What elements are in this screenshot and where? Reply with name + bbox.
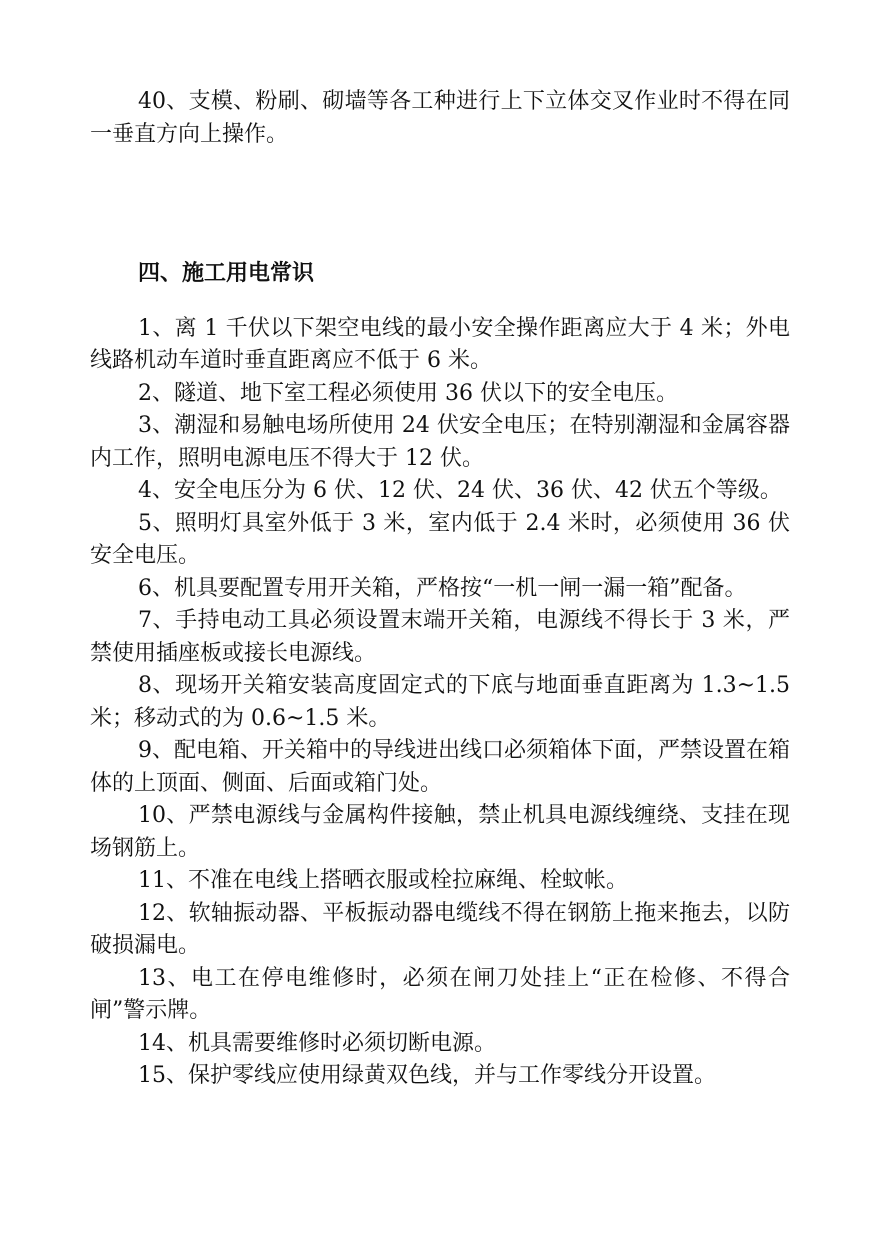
list-item: 4、安全电压分为 6 伏、12 伏、24 伏、36 伏、42 伏五个等级。	[138, 478, 782, 503]
list-item: 14、机具需要维修时必须切断电源。	[138, 1030, 496, 1056]
list-item: 13、电工在停电维修时，必须在闸刀处挂上“正在检修、不得合闸”警示牌。	[90, 965, 790, 1023]
list-item: 5、照明灯具室外低于 3 米，室内低于 2.4 米时，必须使用 36 伏安全电压。	[90, 510, 790, 568]
item-40: 40、支模、粉刷、砌墙等各工种进行上下立体交叉作业时不得在同一垂直方向上操作。	[90, 89, 790, 147]
list-item: 3、潮湿和易触电场所使用 24 伏安全电压；在特别潮湿和金属容器内工作，照明电源电压不得大于 12 伏。	[90, 413, 790, 471]
list-item: 12、软轴振动器、平板振动器电缆线不得在钢筋上拖来拖去，以防破损漏电。	[90, 900, 790, 958]
section-spacer	[90, 151, 790, 258]
list-item: 6、机具要配置专用开关箱，严格按“一机一闸一漏一箱”配备。	[138, 575, 747, 601]
list-item: 2、隧道、地下室工程必须使用 36 伏以下的安全电压。	[138, 380, 678, 406]
list-item: 9、配电箱、开关箱中的导线进出线口必须箱体下面，严禁设置在箱体的上顶面、侧面、后面或箱门处。	[90, 738, 790, 796]
list-item: 7、手持电动工具必须设置末端开关箱，电源线不得长于 3 米，严禁使用插座板或接长电源线。	[90, 608, 790, 666]
list-item: 11、不准在电线上搭晒衣服或栓拉麻绳、栓蚊帐。	[138, 868, 628, 893]
list-item: 10、严禁电源线与金属构件接触，禁止机具电源线缠绕、支挂在现场钢筋上。	[90, 803, 790, 861]
heading-spacer	[90, 291, 790, 313]
list-item: 15、保护零线应使用绿黄双色线，并与工作零线分开设置。	[138, 1063, 716, 1088]
list-item: 8、现场开关箱安装高度固定式的下底与地面垂直距离为 1.3~1.5 米；移动式的为 0.6~1.5 米。	[90, 673, 790, 731]
document-page	[90, 86, 790, 1093]
list-item: 1、离 1 千伏以下架空电线的最小安全操作距离应大于 4 米；外电线路机动车道时垂直距离应不低于 6 米。	[90, 315, 790, 373]
section-heading: 四、施工用电常识	[138, 261, 315, 286]
